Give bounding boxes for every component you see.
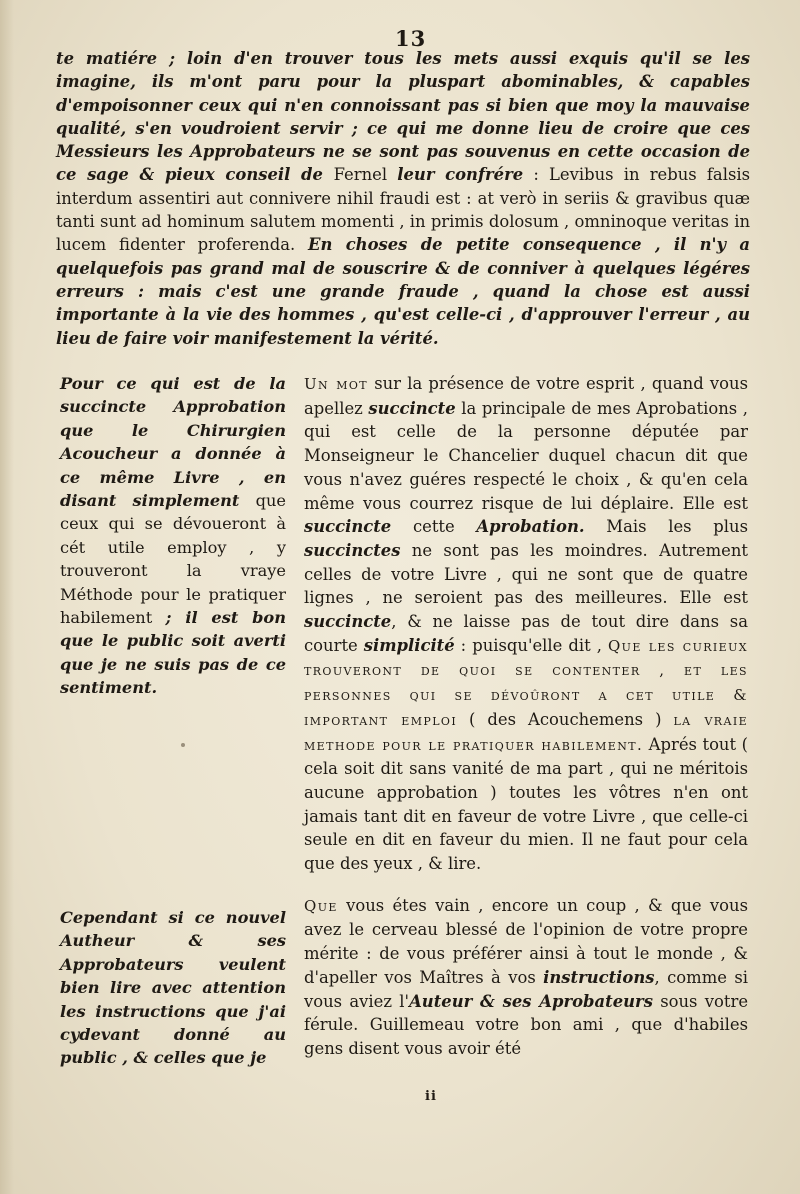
page-edge-shadow xyxy=(0,0,14,1194)
main-paragraph-1-run: cette xyxy=(391,517,477,537)
main-paragraph-1-run: Aprés tout ( cela soit dit sans vanité de ma part , qui ne méritois aucune approbation ) toutes les vôtres n'en ont jamais tant dit en faveur de votre Livre , que celle-ci seule en dit en faveur du mien. Il ne faut pour cela que des yeux , & lire. xyxy=(304,734,748,874)
top-paragraph-run: leur confrére xyxy=(397,165,524,185)
main-paragraph-1-run: succincte xyxy=(368,398,456,418)
main-paragraph-1-run: simplicité xyxy=(363,635,455,655)
main-paragraph-2 xyxy=(304,894,748,1061)
main-paragraph-1-run: succincte xyxy=(304,517,392,537)
main-paragraph-1-run: : puisqu'elle dit , xyxy=(454,635,608,655)
main-paragraph-2-run: , comme si vous aviez l' xyxy=(304,967,748,1011)
main-paragraph-1-run: Aprobation. xyxy=(476,517,585,537)
margin-note-new-author xyxy=(60,906,286,1070)
main-text-column xyxy=(304,372,748,1061)
top-paragraph-run: Fernel xyxy=(333,165,398,185)
main-paragraph-2-run: Que xyxy=(304,896,338,915)
top-paragraph-run: : Levibus in rebus falsis interdum assentiri aut connivere nihil fraudi est : at verò in seriis & gravibus quæ tanti sunt ad hominum salutem momenti , in primis dolosum , omninoque veritas in lucem fidenter proferenda. xyxy=(56,165,751,255)
side-note-1-run: que ceux qui se dévoueront à cét utile employ , y trouveront la vraye Méthode pour le pratiquer habilement xyxy=(60,491,286,628)
ink-speck xyxy=(181,743,185,747)
main-paragraph-1-run: la vraie methode pour le pratiquer habilement. xyxy=(304,710,749,754)
top-paragraph-run: te matiére ; loin d'en trouver tous les mets aussi exquis qu'il se les imagine, ils m'ont paru pour la pluspart abominables, & capables d'empoisonner ceux qui n'en connoissant pas si bien que moy la mauvaise qualité, s'en voudroient servir ; ce qui me donne lieu de croire que ces Messieurs les Approbateurs ne se sont pas souvenus en cette occasion de ce sage & pieux conseil de xyxy=(56,49,750,185)
main-paragraph-1-run: succincte xyxy=(304,612,392,632)
main-paragraph-1-run: succinctes xyxy=(304,540,401,560)
top-paragraph xyxy=(56,47,750,350)
side-note-1-run: Pour ce qui est de la succincte Approbation que le Chirurgien Acoucheur a donnée à ce même Livre , en disant simplement xyxy=(60,374,286,511)
signature-mark: ii xyxy=(425,1089,437,1104)
main-paragraph-1-run: , & ne laisse pas de tout dire dans sa courte xyxy=(304,612,748,655)
main-paragraph-2-run: Auteur & ses Aprobateurs xyxy=(409,991,653,1011)
main-paragraph-1-run: Un mot xyxy=(304,375,369,393)
main-paragraph-2-run: sous votre férule. Guillemeau votre bon ami , que d'habiles gens disent vous avoir été xyxy=(304,991,749,1058)
main-paragraph-2-run: vous étes vain , encore un coup , & que vous avez le cerveau blessé de l'opinion de votre propre mérite : de vous préférer ainsi à tout le monde , & d'apeller vos Maîtres à vos xyxy=(304,895,748,987)
main-paragraph-1-run: Mais les plus xyxy=(584,517,748,537)
main-paragraph-1-run: Que les curieux trouveront de quoi se contenter , et les personnes qui se dévoûront a cet utile & important emploi xyxy=(304,636,749,729)
main-paragraph-2-run: instructions xyxy=(543,967,655,987)
side-note-1-run: ; il est bon que le public soit averti que je ne suis pas de ce sentiment. xyxy=(60,608,286,698)
margin-note-approbation xyxy=(60,372,286,700)
page-number: 13 xyxy=(395,26,427,51)
main-paragraph-1 xyxy=(304,372,748,876)
main-paragraph-1-run: ( des Acouchemens ) xyxy=(457,709,674,729)
main-paragraph-1-run: sur la présence de votre esprit , quand vous apellez xyxy=(304,374,748,418)
top-paragraph-run: En choses de petite consequence , il n'y a quelquefois pas grand mal de souscrire & de conniver à quelques légéres erreurs : mais c'est une grande fraude , quand la chose est aussi importante à la vie des hommes , qu'est celle-ci , d'approuver l'erreur , au lieu de faire voir manifestement la vérité. xyxy=(56,235,750,348)
side-note-2-run: Cependant si ce nouvel Autheur & ses Approbateurs veulent bien lire avec attention les instructions que j'ai cydevant donné au public , & celles que je xyxy=(60,908,286,1068)
main-paragraph-1-run: ne sont pas les moindres. Autrement celles de votre Livre , qui ne sont que de quatre lignes , ne seroient pas des meilleures. Elle est xyxy=(304,540,748,608)
main-paragraph-1-run: la principale de mes Aprobations , qui est celle de la personne députée par Monseigneur le Chancelier duquel chacun dit que vous n'avez guéres respecté le choix , & qu'en cela même vous courrez risque de lui déplaire. Elle est xyxy=(304,398,749,513)
